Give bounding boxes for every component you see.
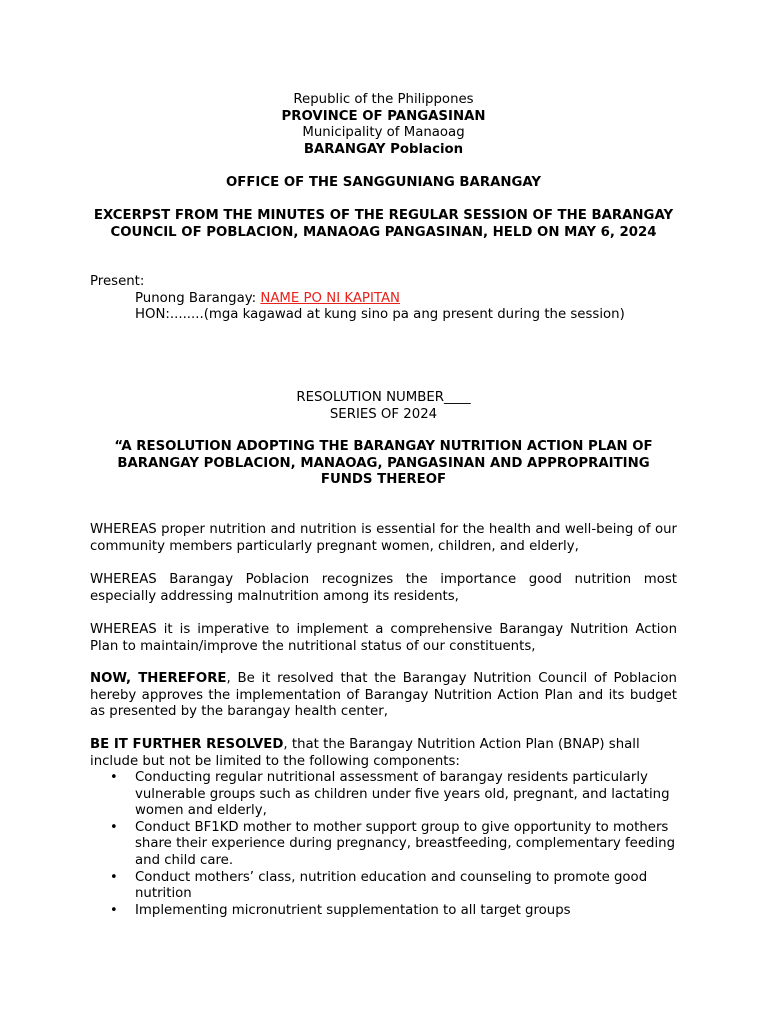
letterhead <box>90 92 677 158</box>
bullet-icon: • <box>110 902 118 918</box>
whereas-paragraph-2: WHEREAS Barangay Poblacion recognizes the importance good nutrition most especially addressing malnutrition among its residents, <box>90 572 677 604</box>
resolution-number: RESOLUTION NUMBER____ <box>296 390 471 405</box>
barangay-line: BARANGAY Poblacion <box>303 141 464 157</box>
list-item <box>90 820 677 870</box>
attendance-section <box>90 274 677 324</box>
further-resolved-text: , that the Barangay Nutrition Action Plan (BNAP) shall include but not be limited to the following components: <box>90 737 640 769</box>
list-item-text: Conducting regular nutritional assessment of barangay residents particularly vulnerable groups such as children under five years old, pregnant, and lactating women and elderly, <box>135 770 670 819</box>
whereas-paragraph-3: WHEREAS it is imperative to implement a comprehensive Barangay Nutrition Action Plan to maintain/improve the nutritional status of our constituents, <box>90 622 677 654</box>
resolution-number-block <box>90 390 677 423</box>
excerpt-heading: EXCERPST FROM THE MINUTES OF THE REGULAR SESSION OF THE BARANGAY COUNCIL OF POBLACION, MANAOAG PANGASINAN, HELD ON MAY 6, 2024 <box>93 208 674 240</box>
bullet-icon: • <box>110 869 118 885</box>
list-item <box>90 903 677 920</box>
office-heading: OFFICE OF THE SANGGUNIANG BARANGAY <box>225 175 542 190</box>
punong-barangay-line <box>90 291 677 308</box>
present-label: Present: <box>90 274 145 289</box>
municipality-line: Municipality of Manaoag <box>302 125 465 141</box>
further-resolved-lead: BE IT FURTHER RESOLVED <box>90 737 284 752</box>
republic-line: Republic of the Philippones <box>293 92 474 107</box>
punong-barangay-name-link[interactable]: NAME PO NI KAPITAN <box>260 290 400 306</box>
list-item-text: Conduct BF1KD mother to mother support group to give opportunity to mothers share their experience during pregnancy, breastfeeding, complementary feeding and child care. <box>135 819 676 868</box>
whereas-paragraph-1: WHEREAS proper nutrition and nutrition is essential for the health and well-being of our community members particularly pregnant women, children, and elderly, <box>90 522 677 554</box>
list-item-text: Conduct mothers’ class, nutrition education and counseling to promote good nutrition <box>135 869 648 902</box>
components-list <box>90 770 677 919</box>
now-therefore-paragraph <box>90 671 677 721</box>
further-resolved-paragraph <box>90 737 677 770</box>
list-item-text: Implementing micronutrient supplementation to all target groups <box>135 902 571 918</box>
resolution-title: “A RESOLUTION ADOPTING THE BARANGAY NUTRITION ACTION PLAN OF BARANGAY POBLACION, MANAOAG, PANGASINAN AND APPROPRAITING FUNDS THEREOF <box>114 439 653 488</box>
hon-line: HON:........(mga kagawad at kung sino pa ang present during the session) <box>135 307 625 323</box>
list-item <box>90 770 677 820</box>
bullet-icon: • <box>110 770 118 785</box>
now-therefore-lead: NOW, THEREFORE <box>90 671 227 686</box>
punong-barangay-label: Punong Barangay: <box>135 290 261 306</box>
resolution-series: SERIES OF 2024 <box>329 406 438 422</box>
list-item <box>90 870 677 903</box>
bullet-icon: • <box>110 819 118 835</box>
now-therefore-text: , Be it resolved that the Barangay Nutrition Council of Poblacion hereby approves the implementation of Barangay Nutrition Action Plan and its budget as presented by the barangay health center, <box>90 671 677 720</box>
province-line: PROVINCE OF PANGASINAN <box>281 108 486 124</box>
